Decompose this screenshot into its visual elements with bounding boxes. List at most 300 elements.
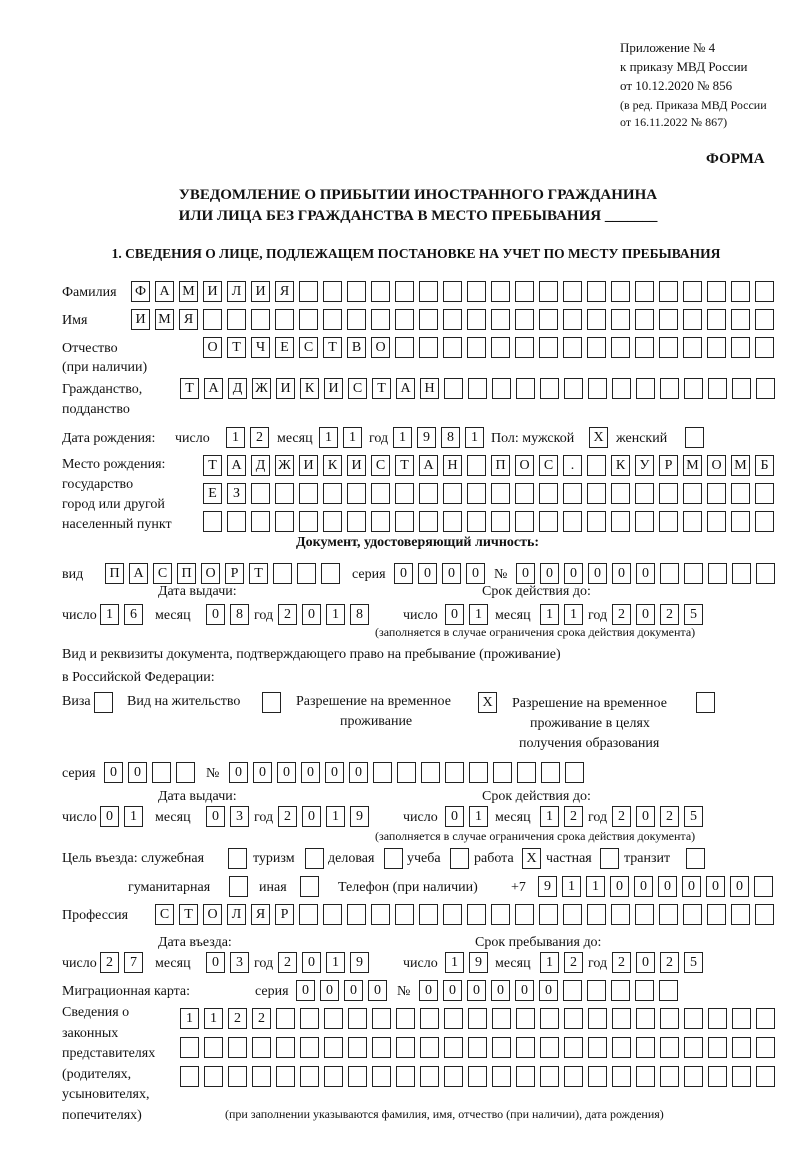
birthplace-box[interactable]: С <box>539 455 558 476</box>
birthplace-box[interactable] <box>227 511 246 532</box>
citizenship-box[interactable] <box>732 378 751 399</box>
purpose-work-checkbox[interactable]: X <box>522 848 541 869</box>
representative-box[interactable] <box>324 1037 343 1058</box>
patronymic-box[interactable] <box>395 337 414 358</box>
res-series-box[interactable] <box>152 762 171 783</box>
res-number-box[interactable] <box>469 762 488 783</box>
citizenship-box[interactable] <box>636 378 655 399</box>
date-month-box[interactable]: 0 <box>206 806 225 827</box>
phone-box[interactable]: 1 <box>586 876 605 897</box>
representative-box[interactable] <box>540 1037 559 1058</box>
sex-female-checkbox[interactable] <box>685 427 704 448</box>
name-box[interactable]: Я <box>179 309 198 330</box>
birthplace-box[interactable]: К <box>323 455 342 476</box>
name-box[interactable] <box>443 309 462 330</box>
id-series-box[interactable]: 0 <box>442 563 461 584</box>
date-year-box[interactable]: 2 <box>278 806 297 827</box>
purpose-study-checkbox[interactable] <box>450 848 469 869</box>
citizenship-box[interactable] <box>540 378 559 399</box>
name-box[interactable] <box>227 309 246 330</box>
name-box[interactable] <box>635 309 654 330</box>
birthplace-box[interactable] <box>419 483 438 504</box>
date-year-box[interactable]: 0 <box>302 604 321 625</box>
profession-box[interactable] <box>731 904 750 925</box>
representative-box[interactable] <box>540 1066 559 1087</box>
citizenship-box[interactable] <box>588 378 607 399</box>
birthplace-box[interactable] <box>443 511 462 532</box>
date-year-box[interactable]: 5 <box>684 952 703 973</box>
sex-male-checkbox[interactable]: X <box>589 427 608 448</box>
surname-box[interactable] <box>659 281 678 302</box>
surname-box[interactable]: М <box>179 281 198 302</box>
name-box[interactable]: М <box>155 309 174 330</box>
profession-box[interactable] <box>323 904 342 925</box>
name-box[interactable] <box>299 309 318 330</box>
date-year-box[interactable]: 2 <box>660 806 679 827</box>
birth-year-box[interactable]: 9 <box>417 427 436 448</box>
representative-box[interactable] <box>444 1037 463 1058</box>
res-number-box[interactable]: 0 <box>325 762 344 783</box>
migration-series-box[interactable]: 0 <box>368 980 387 1001</box>
birthplace-box[interactable] <box>275 511 294 532</box>
migration-series-box[interactable]: 0 <box>344 980 363 1001</box>
birthplace-box[interactable] <box>731 483 750 504</box>
representative-box[interactable] <box>228 1037 247 1058</box>
representative-box[interactable] <box>396 1037 415 1058</box>
patronymic-box[interactable] <box>587 337 606 358</box>
citizenship-box[interactable] <box>684 378 703 399</box>
id-number-box[interactable] <box>708 563 727 584</box>
birthplace-box[interactable] <box>659 483 678 504</box>
profession-box[interactable] <box>563 904 582 925</box>
citizenship-box[interactable]: Д <box>228 378 247 399</box>
surname-box[interactable] <box>467 281 486 302</box>
id-kind-box[interactable]: О <box>201 563 220 584</box>
res-series-box[interactable] <box>176 762 195 783</box>
date-year-box[interactable]: 5 <box>684 806 703 827</box>
purpose-service-checkbox[interactable] <box>228 848 247 869</box>
patronymic-box[interactable] <box>563 337 582 358</box>
representative-box[interactable] <box>636 1066 655 1087</box>
profession-box[interactable] <box>395 904 414 925</box>
representative-box[interactable] <box>396 1008 415 1029</box>
representative-box[interactable] <box>372 1037 391 1058</box>
migration-number-box[interactable]: 0 <box>419 980 438 1001</box>
id-kind-box[interactable]: Р <box>225 563 244 584</box>
representative-box[interactable] <box>636 1037 655 1058</box>
name-box[interactable] <box>755 309 774 330</box>
id-number-box[interactable]: 0 <box>564 563 583 584</box>
date-year-box[interactable]: 2 <box>612 604 631 625</box>
birthplace-box[interactable] <box>491 511 510 532</box>
id-number-box[interactable] <box>732 563 751 584</box>
representative-box[interactable] <box>276 1037 295 1058</box>
date-month-box[interactable]: 1 <box>564 604 583 625</box>
birthplace-box[interactable]: И <box>347 455 366 476</box>
date-year-box[interactable]: 0 <box>302 806 321 827</box>
surname-box[interactable] <box>683 281 702 302</box>
date-year-box[interactable]: 5 <box>684 604 703 625</box>
birth-month-box[interactable]: 1 <box>343 427 362 448</box>
patronymic-box[interactable] <box>755 337 774 358</box>
phone-box[interactable]: 0 <box>706 876 725 897</box>
patronymic-box[interactable] <box>467 337 486 358</box>
residence-permit-checkbox[interactable] <box>262 692 281 713</box>
birthplace-box[interactable] <box>371 483 390 504</box>
migration-number-box[interactable] <box>611 980 630 1001</box>
id-series-box[interactable]: 0 <box>466 563 485 584</box>
id-number-box[interactable]: 0 <box>612 563 631 584</box>
profession-box[interactable] <box>467 904 486 925</box>
visa-checkbox[interactable] <box>94 692 113 713</box>
surname-box[interactable] <box>755 281 774 302</box>
representative-box[interactable]: 1 <box>180 1008 199 1029</box>
migration-number-box[interactable]: 0 <box>443 980 462 1001</box>
citizenship-box[interactable] <box>516 378 535 399</box>
representative-box[interactable]: 1 <box>204 1008 223 1029</box>
date-year-box[interactable]: 2 <box>278 952 297 973</box>
date-year-box[interactable]: 0 <box>636 604 655 625</box>
surname-box[interactable]: И <box>251 281 270 302</box>
patronymic-box[interactable] <box>659 337 678 358</box>
representative-box[interactable] <box>684 1066 703 1087</box>
profession-box[interactable] <box>419 904 438 925</box>
representative-box[interactable] <box>684 1037 703 1058</box>
id-series-box[interactable]: 0 <box>394 563 413 584</box>
name-box[interactable] <box>563 309 582 330</box>
birthplace-box[interactable]: Б <box>755 455 774 476</box>
citizenship-box[interactable] <box>444 378 463 399</box>
birthplace-box[interactable] <box>755 511 774 532</box>
id-number-box[interactable]: 0 <box>636 563 655 584</box>
id-number-box[interactable]: 0 <box>540 563 559 584</box>
birthplace-box[interactable] <box>467 511 486 532</box>
representative-box[interactable] <box>660 1008 679 1029</box>
date-day-box[interactable]: 0 <box>445 806 464 827</box>
name-box[interactable] <box>707 309 726 330</box>
date-year-box[interactable]: 9 <box>350 806 369 827</box>
representative-box[interactable] <box>372 1008 391 1029</box>
profession-box[interactable] <box>683 904 702 925</box>
res-number-box[interactable] <box>541 762 560 783</box>
birthplace-box[interactable]: Р <box>659 455 678 476</box>
profession-box[interactable] <box>707 904 726 925</box>
representative-box[interactable] <box>516 1008 535 1029</box>
representative-box[interactable] <box>660 1066 679 1087</box>
citizenship-box[interactable] <box>468 378 487 399</box>
date-day-box[interactable]: 1 <box>124 806 143 827</box>
id-kind-box[interactable]: П <box>177 563 196 584</box>
birthplace-box[interactable] <box>275 483 294 504</box>
representative-box[interactable] <box>468 1008 487 1029</box>
id-kind-box[interactable] <box>321 563 340 584</box>
date-day-box[interactable]: 2 <box>100 952 119 973</box>
surname-box[interactable] <box>347 281 366 302</box>
surname-box[interactable]: Я <box>275 281 294 302</box>
birth-day-box[interactable]: 1 <box>226 427 245 448</box>
citizenship-box[interactable] <box>660 378 679 399</box>
birth-day-box[interactable]: 2 <box>250 427 269 448</box>
representative-box[interactable] <box>564 1037 583 1058</box>
citizenship-box[interactable] <box>564 378 583 399</box>
date-day-box[interactable]: 1 <box>469 806 488 827</box>
migration-number-box[interactable]: 0 <box>515 980 534 1001</box>
representative-box[interactable]: 2 <box>228 1008 247 1029</box>
birth-month-box[interactable]: 1 <box>319 427 338 448</box>
representative-box[interactable] <box>708 1008 727 1029</box>
purpose-business-checkbox[interactable] <box>384 848 403 869</box>
representative-box[interactable] <box>708 1066 727 1087</box>
birth-year-box[interactable]: 8 <box>441 427 460 448</box>
citizenship-box[interactable]: К <box>300 378 319 399</box>
birthplace-box[interactable] <box>755 483 774 504</box>
date-year-box[interactable]: 0 <box>636 952 655 973</box>
representative-box[interactable] <box>756 1066 775 1087</box>
date-day-box[interactable]: 9 <box>469 952 488 973</box>
date-year-box[interactable]: 2 <box>660 604 679 625</box>
representative-box[interactable] <box>636 1008 655 1029</box>
representative-box[interactable] <box>252 1037 271 1058</box>
representative-box[interactable] <box>612 1008 631 1029</box>
migration-number-box[interactable]: 0 <box>539 980 558 1001</box>
id-number-box[interactable] <box>684 563 703 584</box>
representative-box[interactable] <box>324 1066 343 1087</box>
res-number-box[interactable]: 0 <box>253 762 272 783</box>
representative-box[interactable] <box>252 1066 271 1087</box>
citizenship-box[interactable]: И <box>276 378 295 399</box>
surname-box[interactable] <box>587 281 606 302</box>
name-box[interactable] <box>203 309 222 330</box>
profession-box[interactable]: Я <box>251 904 270 925</box>
representative-box[interactable] <box>660 1037 679 1058</box>
date-month-box[interactable]: 0 <box>206 604 225 625</box>
date-day-box[interactable]: 0 <box>100 806 119 827</box>
birthplace-box[interactable] <box>347 483 366 504</box>
representative-box[interactable] <box>732 1066 751 1087</box>
profession-box[interactable] <box>755 904 774 925</box>
birthplace-box[interactable] <box>587 511 606 532</box>
representative-box[interactable] <box>756 1037 775 1058</box>
birthplace-box[interactable] <box>323 511 342 532</box>
phone-box[interactable]: 1 <box>562 876 581 897</box>
date-month-box[interactable]: 1 <box>540 604 559 625</box>
representative-box[interactable] <box>612 1037 631 1058</box>
representative-box[interactable] <box>468 1037 487 1058</box>
profession-box[interactable]: Т <box>179 904 198 925</box>
surname-box[interactable]: Ф <box>131 281 150 302</box>
representative-box[interactable] <box>276 1008 295 1029</box>
name-box[interactable] <box>587 309 606 330</box>
phone-box[interactable]: 0 <box>730 876 749 897</box>
surname-box[interactable] <box>443 281 462 302</box>
representative-box[interactable] <box>732 1037 751 1058</box>
temp-permit-checkbox[interactable]: X <box>478 692 497 713</box>
name-box[interactable] <box>659 309 678 330</box>
name-box[interactable] <box>467 309 486 330</box>
surname-box[interactable] <box>563 281 582 302</box>
surname-box[interactable] <box>371 281 390 302</box>
id-number-box[interactable]: 0 <box>588 563 607 584</box>
representative-box[interactable] <box>300 1066 319 1087</box>
patronymic-box[interactable]: Е <box>275 337 294 358</box>
date-month-box[interactable]: 3 <box>230 952 249 973</box>
migration-number-box[interactable] <box>587 980 606 1001</box>
birthplace-box[interactable] <box>419 511 438 532</box>
birthplace-box[interactable]: Т <box>395 455 414 476</box>
citizenship-box[interactable]: Т <box>372 378 391 399</box>
representative-box[interactable] <box>684 1008 703 1029</box>
surname-box[interactable] <box>491 281 510 302</box>
citizenship-box[interactable] <box>492 378 511 399</box>
res-number-box[interactable] <box>565 762 584 783</box>
name-box[interactable] <box>251 309 270 330</box>
date-month-box[interactable]: 1 <box>540 952 559 973</box>
migration-number-box[interactable] <box>659 980 678 1001</box>
citizenship-box[interactable]: Т <box>180 378 199 399</box>
birthplace-box[interactable] <box>563 483 582 504</box>
purpose-transit-checkbox[interactable] <box>686 848 705 869</box>
res-number-box[interactable] <box>373 762 392 783</box>
birthplace-box[interactable]: М <box>683 455 702 476</box>
patronymic-box[interactable]: С <box>299 337 318 358</box>
name-box[interactable] <box>371 309 390 330</box>
representative-box[interactable] <box>204 1037 223 1058</box>
birthplace-box[interactable]: Н <box>443 455 462 476</box>
profession-box[interactable] <box>443 904 462 925</box>
representative-box[interactable] <box>708 1037 727 1058</box>
birthplace-box[interactable]: А <box>227 455 246 476</box>
profession-box[interactable] <box>611 904 630 925</box>
profession-box[interactable] <box>515 904 534 925</box>
birthplace-box[interactable] <box>635 511 654 532</box>
patronymic-box[interactable]: Т <box>227 337 246 358</box>
birthplace-box[interactable] <box>587 483 606 504</box>
representative-box[interactable] <box>300 1037 319 1058</box>
name-box[interactable] <box>611 309 630 330</box>
phone-box[interactable]: 0 <box>634 876 653 897</box>
name-box[interactable] <box>515 309 534 330</box>
patronymic-box[interactable] <box>443 337 462 358</box>
patronymic-box[interactable] <box>683 337 702 358</box>
date-year-box[interactable]: 9 <box>350 952 369 973</box>
representative-box[interactable] <box>300 1008 319 1029</box>
citizenship-box[interactable]: А <box>204 378 223 399</box>
surname-box[interactable] <box>731 281 750 302</box>
profession-box[interactable] <box>347 904 366 925</box>
representative-box[interactable] <box>420 1066 439 1087</box>
date-year-box[interactable]: 2 <box>660 952 679 973</box>
citizenship-box[interactable] <box>708 378 727 399</box>
date-year-box[interactable]: 2 <box>612 952 631 973</box>
representative-box[interactable] <box>444 1008 463 1029</box>
purpose-humanitarian-checkbox[interactable] <box>229 876 248 897</box>
birthplace-box[interactable] <box>611 511 630 532</box>
purpose-private-checkbox[interactable] <box>600 848 619 869</box>
name-box[interactable] <box>731 309 750 330</box>
birthplace-box[interactable]: Е <box>203 483 222 504</box>
id-kind-box[interactable] <box>297 563 316 584</box>
phone-box[interactable]: 0 <box>610 876 629 897</box>
birthplace-box[interactable] <box>467 455 486 476</box>
id-number-box[interactable] <box>756 563 775 584</box>
date-year-box[interactable]: 2 <box>278 604 297 625</box>
migration-series-box[interactable]: 0 <box>320 980 339 1001</box>
patronymic-box[interactable] <box>491 337 510 358</box>
birthplace-box[interactable] <box>539 483 558 504</box>
name-box[interactable]: И <box>131 309 150 330</box>
representative-box[interactable] <box>732 1008 751 1029</box>
purpose-other-checkbox[interactable] <box>300 876 319 897</box>
birthplace-box[interactable] <box>443 483 462 504</box>
birthplace-box[interactable]: З <box>227 483 246 504</box>
date-year-box[interactable]: 0 <box>636 806 655 827</box>
name-box[interactable] <box>275 309 294 330</box>
profession-box[interactable]: Р <box>275 904 294 925</box>
patronymic-box[interactable]: О <box>203 337 222 358</box>
profession-box[interactable] <box>587 904 606 925</box>
representative-box[interactable] <box>348 1008 367 1029</box>
birthplace-box[interactable] <box>395 511 414 532</box>
citizenship-box[interactable]: А <box>396 378 415 399</box>
birthplace-box[interactable]: С <box>371 455 390 476</box>
surname-box[interactable] <box>395 281 414 302</box>
id-number-box[interactable]: 0 <box>516 563 535 584</box>
temp-permit-edu-checkbox[interactable] <box>696 692 715 713</box>
id-series-box[interactable]: 0 <box>418 563 437 584</box>
birthplace-box[interactable] <box>371 511 390 532</box>
representative-box[interactable] <box>204 1066 223 1087</box>
migration-number-box[interactable] <box>563 980 582 1001</box>
phone-box[interactable] <box>754 876 773 897</box>
representative-box[interactable] <box>588 1066 607 1087</box>
birthplace-box[interactable]: К <box>611 455 630 476</box>
birthplace-box[interactable]: Ж <box>275 455 294 476</box>
birthplace-box[interactable] <box>515 483 534 504</box>
birthplace-box[interactable] <box>467 483 486 504</box>
representative-box[interactable] <box>492 1037 511 1058</box>
id-kind-box[interactable]: Т <box>249 563 268 584</box>
name-box[interactable] <box>323 309 342 330</box>
representative-box[interactable] <box>420 1008 439 1029</box>
migration-number-box[interactable]: 0 <box>467 980 486 1001</box>
surname-box[interactable]: И <box>203 281 222 302</box>
date-year-box[interactable]: 2 <box>612 806 631 827</box>
date-day-box[interactable]: 1 <box>100 604 119 625</box>
patronymic-box[interactable] <box>419 337 438 358</box>
date-year-box[interactable]: 1 <box>326 604 345 625</box>
phone-box[interactable]: 9 <box>538 876 557 897</box>
patronymic-box[interactable]: Т <box>323 337 342 358</box>
res-number-box[interactable]: 0 <box>277 762 296 783</box>
profession-box[interactable] <box>539 904 558 925</box>
id-kind-box[interactable]: А <box>129 563 148 584</box>
phone-box[interactable]: 0 <box>682 876 701 897</box>
representative-box[interactable] <box>396 1066 415 1087</box>
representative-box[interactable] <box>372 1066 391 1087</box>
res-number-box[interactable] <box>445 762 464 783</box>
birthplace-box[interactable] <box>683 511 702 532</box>
profession-box[interactable] <box>635 904 654 925</box>
surname-box[interactable]: А <box>155 281 174 302</box>
date-year-box[interactable]: 8 <box>350 604 369 625</box>
name-box[interactable] <box>683 309 702 330</box>
citizenship-box[interactable]: Ж <box>252 378 271 399</box>
birthplace-box[interactable] <box>347 511 366 532</box>
surname-box[interactable] <box>299 281 318 302</box>
date-day-box[interactable]: 6 <box>124 604 143 625</box>
birthplace-box[interactable] <box>563 511 582 532</box>
surname-box[interactable] <box>635 281 654 302</box>
